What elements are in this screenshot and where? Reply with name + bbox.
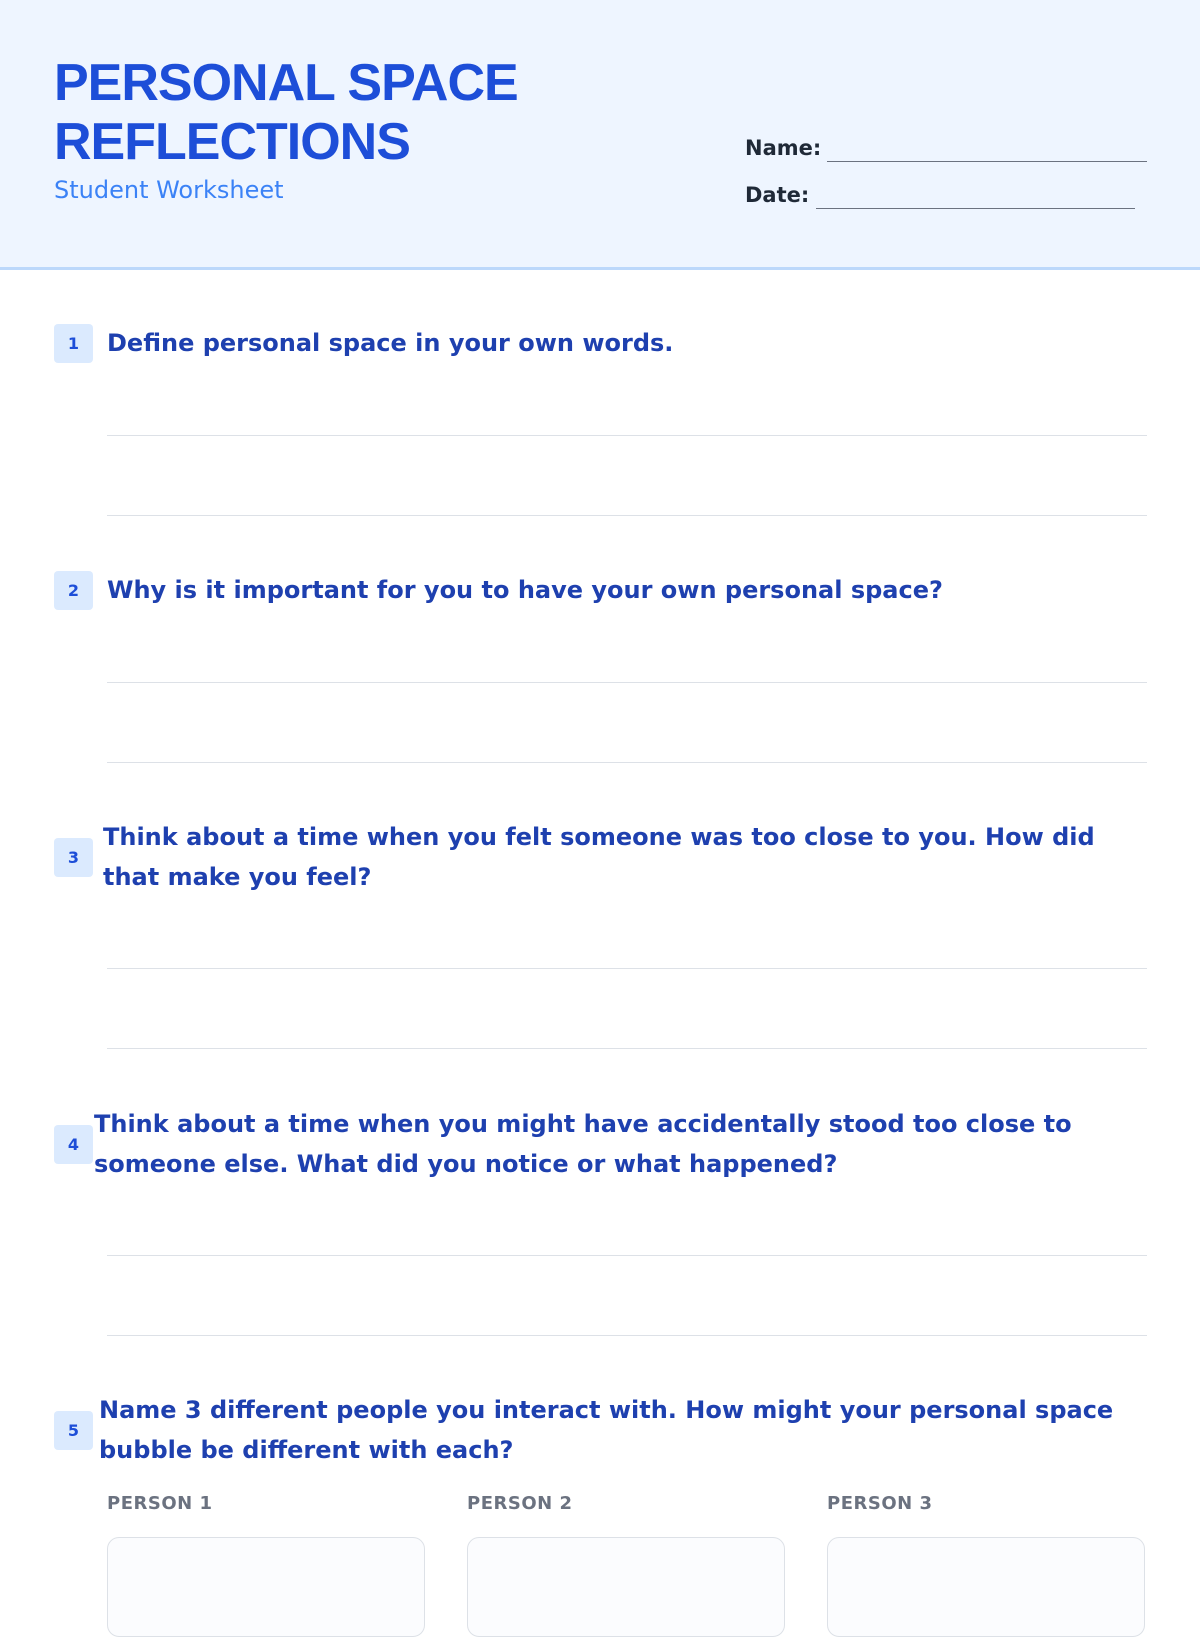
person-2-answer-box[interactable] (467, 1537, 785, 1637)
question-text: Think about a time when you might have accidentally stood too close to someone else. What did you notice or what happened? (94, 1110, 1072, 1178)
name-label: Name: (745, 136, 822, 160)
question-number-badge: 2 (54, 571, 93, 610)
question-number-badge: 3 (54, 838, 93, 877)
question-text: Name 3 different people you interact with. How might your personal space bubble be different with each? (99, 1396, 1114, 1464)
worksheet-header (0, 0, 1200, 270)
answer-line[interactable] (107, 1335, 1147, 1336)
page-title: PERSONAL SPACE REFLECTIONS (54, 54, 518, 171)
person-3-label: PERSON 3 (827, 1493, 933, 1514)
question-text: Think about a time when you felt someone was too close to you. How did that make you feel? (103, 823, 1095, 891)
answer-line[interactable] (107, 1048, 1147, 1049)
question-number-badge: 1 (54, 324, 93, 363)
question-text: Why is it important for you to have your own personal space? (107, 576, 943, 604)
date-label: Date: (745, 183, 810, 207)
answer-line[interactable] (107, 1255, 1147, 1256)
answer-line[interactable] (107, 762, 1147, 763)
person-2-label: PERSON 2 (467, 1493, 573, 1514)
answer-line[interactable] (107, 435, 1147, 436)
person-1-label: PERSON 1 (107, 1493, 213, 1514)
question-number-badge: 4 (54, 1125, 93, 1164)
person-3-answer-box[interactable] (827, 1537, 1145, 1637)
person-1-answer-box[interactable] (107, 1537, 425, 1637)
date-field[interactable] (816, 208, 1135, 209)
page-subtitle: Student Worksheet (54, 176, 284, 204)
answer-line[interactable] (107, 515, 1147, 516)
question-text: Define personal space in your own words. (107, 329, 674, 357)
name-field[interactable] (827, 161, 1147, 162)
answer-line[interactable] (107, 682, 1147, 683)
answer-line[interactable] (107, 968, 1147, 969)
question-number-badge: 5 (54, 1411, 93, 1450)
